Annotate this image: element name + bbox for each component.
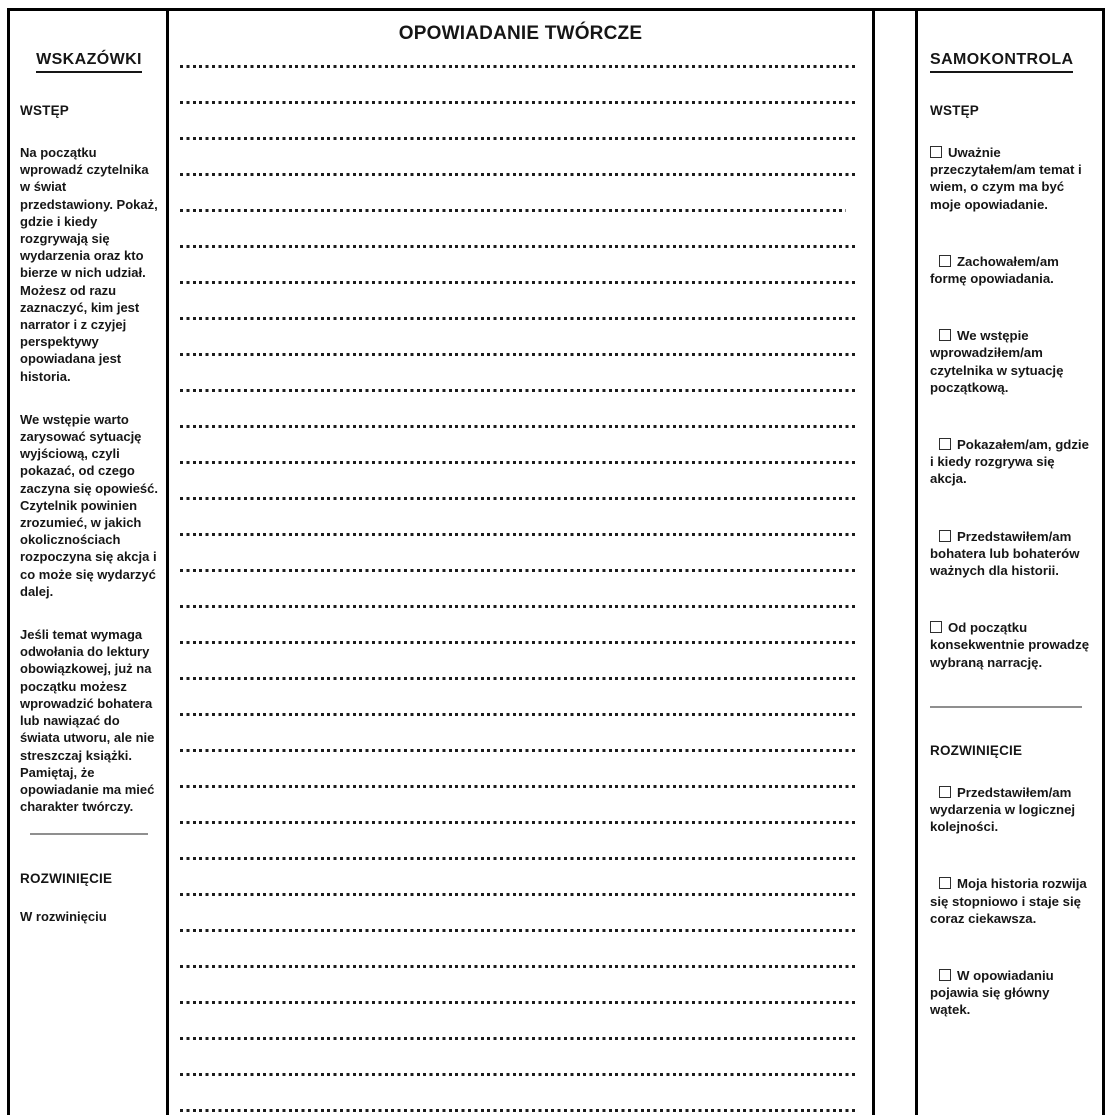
writing-line [180,785,858,788]
writing-line [180,965,858,968]
story-title: OPOWIADANIE TWÓRCZE [398,23,643,44]
checklist-item-label: Pokazałem/am, gdzie i kiedy rozgrywa się akcja. [930,437,1089,487]
writing-line [180,353,858,356]
checklist-item [930,967,1092,1019]
checklist-item-label: Od początku konsekwentnie prowadzę wybraną narrację. [930,620,1090,670]
checklist-item [930,436,1092,488]
writing-line [180,425,858,428]
selfcheck-section-divider [930,706,1082,708]
tips-title [20,51,158,73]
writing-line [180,137,858,140]
tips-title-text: WSKAZÓWKI [36,51,142,73]
writing-line [180,281,858,284]
writing-line [180,65,858,68]
checklist-item [930,619,1092,671]
tips-paragraph-list [20,144,158,815]
writing-line [180,533,858,536]
writing-line [180,101,858,104]
writing-line [180,929,858,932]
checklist-item-label: Zachowałem/am formę opowiadania. [930,253,1059,287]
checklist-item [930,253,1092,287]
tips-section-divider [30,833,148,835]
writing-line [180,317,858,320]
tip-paragraph: Jeśli temat wymaga odwołania do lektury obowiązkowej, już na początku możesz wprowadzić bohatera lub nawiązać do świata utworu, ale nie streszczaj książki. Pamiętaj, że opowiadanie ma mieć charakter twórczy. [20,627,155,815]
writing-line [180,677,858,680]
writing-line [180,569,858,572]
checkbox-icon[interactable] [930,621,942,633]
writing-line [180,713,858,716]
writing-line [180,1109,858,1112]
writing-line [180,893,858,896]
checklist-item [930,875,1092,927]
checkbox-icon[interactable] [939,329,951,341]
story-panel [166,11,872,1115]
selfcheck-heading-wstep: WSTĘP [930,103,980,118]
tips-paragraph-partial: W rozwinięciu [20,909,107,925]
writing-line [180,173,858,176]
tips-heading-wstep: WSTĘP [20,103,70,118]
selfcheck-panel [915,11,1105,1115]
writing-line [180,641,858,644]
tips-panel [7,11,166,1115]
checkbox-icon[interactable] [939,786,951,798]
checklist-item-label: Przedstawiłem/am bohatera lub bohaterów ważnych dla historii. [930,528,1080,579]
checklist-item-label: We wstępie wprowadziłem/am czytelnika w sytuację początkową. [930,328,1064,395]
writing-line [180,497,858,500]
worksheet [7,8,1105,1115]
writing-line [180,605,858,608]
writing-line [180,461,858,464]
writing-line [180,209,846,212]
selfcheck-title-text: SAMOKONTROLA [930,51,1073,73]
tip-paragraph: We wstępie warto zarysować sytuację wyjściową, czyli pokazać, od czego zaczyna się opowieść. Czytelnik powinien zrozumieć, w jakich okolicznościach rozpoczyna się akcja i co może się wydarzyć dalej. [20,411,159,599]
writing-line [180,749,858,752]
writing-line [180,1037,858,1040]
checkbox-icon[interactable] [939,255,951,267]
tip-paragraph: Na początku wprowadź czytelnika w świat przedstawiony. Pokaż, gdzie i kiedy rozgrywają się wydarzenia oraz kto bierze w nich udział. Możesz od razu zaznaczyć, kim jest narrator i z czyjej perspektywy opowiadana jest historia. [20,145,158,384]
writing-line [180,821,858,824]
checklist-item-label: Moja historia rozwija się stopniowo i staje się coraz ciekawsza. [930,876,1087,926]
checklist-item-label: Uważnie przeczytałem/am temat i wiem, o czym ma być moje opowiadanie. [930,145,1082,212]
tips-heading-rozwiniecie: ROZWINIĘCIE [20,871,113,887]
selfcheck-intro-checklist [930,144,1092,671]
checkbox-icon[interactable] [939,877,951,889]
checklist-item-label: Przedstawiłem/am wydarzenia w logicznej kolejności. [930,784,1076,835]
writing-line [180,389,858,392]
checkbox-icon[interactable] [939,438,951,450]
checkbox-icon[interactable] [939,969,951,981]
checklist-item-label: W opowiadaniu pojawia się główny wątek. [930,968,1054,1018]
writing-line [180,1073,858,1076]
checkbox-icon[interactable] [939,530,951,542]
checklist-item [930,327,1092,396]
checklist-item [930,528,1092,580]
selfcheck-development-checklist [930,784,1092,1019]
selfcheck-heading-rozwiniecie: ROZWINIĘCIE [930,742,1023,758]
spacer-column [872,11,915,1115]
checklist-item [930,784,1092,836]
writing-line [180,1001,858,1004]
selfcheck-title [930,51,1092,73]
checklist-item [930,144,1092,213]
writing-line [180,857,858,860]
writing-line [180,245,858,248]
checkbox-icon[interactable] [930,146,942,158]
